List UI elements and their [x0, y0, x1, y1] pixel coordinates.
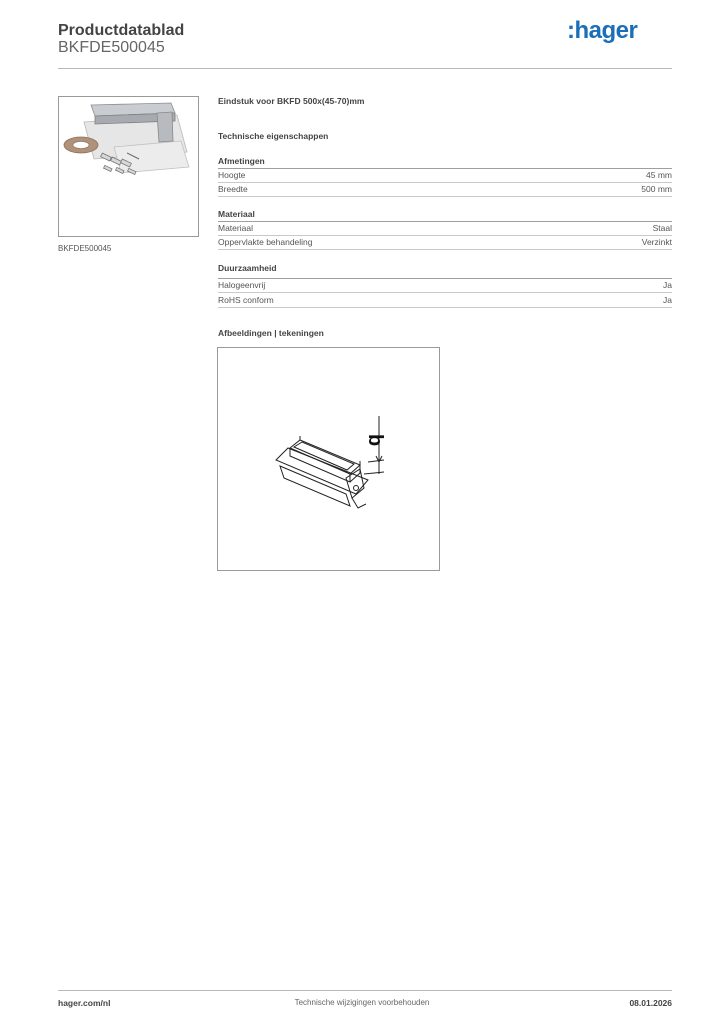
section-title-dimensions: Afmetingen — [218, 156, 265, 166]
footer-date: 08.01.2026 — [629, 998, 672, 1008]
property-label: Halogeenvrij — [218, 280, 266, 290]
footer-divider — [58, 990, 672, 991]
property-value: Staal — [652, 223, 672, 233]
property-value: Verzinkt — [641, 237, 672, 247]
footer-disclaimer: Technische wijzigingen voorbehouden — [294, 998, 430, 1007]
photo-caption: BKFDE500045 — [58, 244, 112, 253]
property-row — [218, 279, 672, 293]
property-row — [218, 294, 672, 308]
section-title-sustainability: Duurzaamheid — [218, 263, 277, 273]
technical-drawing — [217, 347, 440, 571]
property-label: RoHS conform — [218, 295, 274, 305]
property-row — [218, 222, 672, 236]
property-value: Ja — [663, 295, 672, 305]
property-label: Oppervlakte behandeling — [218, 237, 313, 247]
property-label: Breedte — [218, 184, 248, 194]
header-divider — [58, 68, 672, 69]
property-value: 45 mm — [646, 170, 672, 180]
property-label: Materiaal — [218, 223, 253, 233]
product-photo — [58, 96, 199, 237]
property-row — [218, 183, 672, 197]
product-code: BKFDE500045 — [58, 39, 165, 56]
property-row — [218, 236, 672, 250]
dimension-label-b: b — [364, 434, 386, 447]
technical-properties-title: Technische eigenschappen — [218, 131, 329, 141]
product-name: Eindstuk voor BKFD 500x(45-70)mm — [218, 96, 365, 106]
drawings-title: Afbeeldingen | tekeningen — [218, 328, 324, 338]
property-value: 500 mm — [641, 184, 672, 194]
footer-website-link[interactable]: hager.com/nl — [58, 998, 111, 1008]
hager-logo: :hager — [567, 17, 638, 44]
page-title: Productdatablad — [58, 22, 185, 39]
property-row — [218, 169, 672, 183]
property-label: Hoogte — [218, 170, 246, 180]
section-title-material: Materiaal — [218, 209, 255, 219]
property-value: Ja — [663, 280, 672, 290]
